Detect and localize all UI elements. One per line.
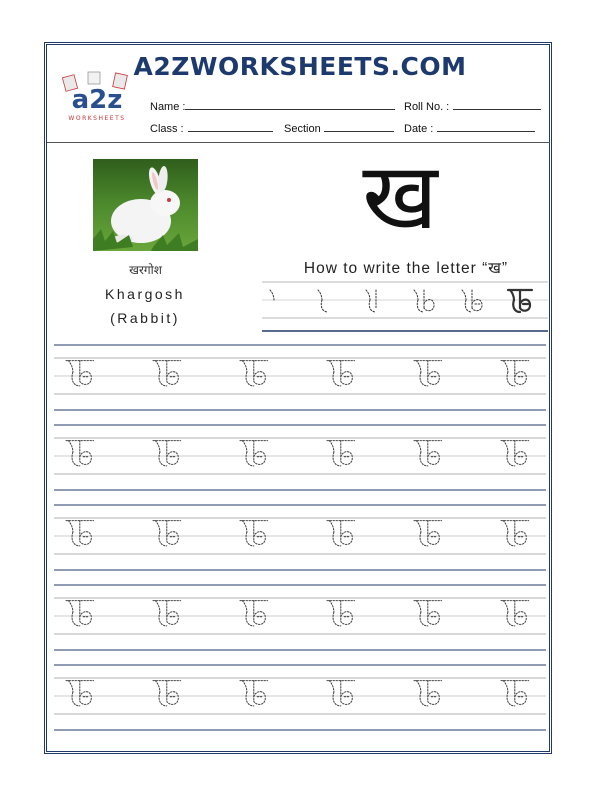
practice-row[interactable] bbox=[54, 505, 546, 570]
trace-letter[interactable] bbox=[501, 681, 529, 706]
trace-letter[interactable] bbox=[66, 441, 94, 466]
section-label: Section bbox=[284, 123, 321, 135]
stroke-step-4 bbox=[414, 290, 434, 312]
section-line[interactable] bbox=[324, 121, 394, 132]
trace-letter[interactable] bbox=[414, 601, 442, 626]
stroke-step-3 bbox=[366, 290, 376, 312]
practice-row[interactable] bbox=[54, 585, 546, 650]
english-word: Khargosh bbox=[105, 286, 185, 302]
trace-letter[interactable] bbox=[66, 521, 94, 546]
section-field bbox=[284, 121, 394, 135]
roll-line[interactable] bbox=[453, 99, 541, 110]
english-meaning: (Rabbit) bbox=[110, 310, 180, 326]
date-field bbox=[404, 121, 535, 135]
trace-letter[interactable] bbox=[153, 521, 181, 546]
practice-row[interactable] bbox=[54, 345, 546, 410]
svg-text:WORKSHEETS: WORKSHEETS bbox=[68, 115, 126, 122]
trace-letter[interactable] bbox=[501, 521, 529, 546]
roll-field bbox=[404, 99, 541, 113]
trace-letter[interactable] bbox=[153, 681, 181, 706]
trace-letter[interactable] bbox=[66, 601, 94, 626]
date-label: Date : bbox=[404, 123, 434, 135]
trace-letter[interactable] bbox=[414, 521, 442, 546]
trace-letter[interactable] bbox=[501, 441, 529, 466]
svg-text:a2z: a2z bbox=[71, 85, 123, 115]
trace-letter[interactable] bbox=[501, 601, 529, 626]
roll-label: Roll No. : bbox=[404, 101, 450, 113]
trace-letter[interactable] bbox=[327, 681, 355, 706]
trace-letter[interactable] bbox=[501, 361, 529, 386]
class-field bbox=[150, 121, 273, 135]
trace-letter[interactable] bbox=[66, 681, 94, 706]
trace-letter[interactable] bbox=[153, 601, 181, 626]
practice-row[interactable] bbox=[54, 665, 546, 730]
stroke-step-2 bbox=[318, 290, 328, 312]
trace-letter[interactable] bbox=[153, 441, 181, 466]
date-line[interactable] bbox=[437, 121, 535, 132]
trace-letter[interactable] bbox=[414, 681, 442, 706]
practice-row[interactable] bbox=[54, 425, 546, 490]
name-line[interactable] bbox=[185, 99, 395, 110]
trace-letter[interactable] bbox=[153, 361, 181, 386]
name-label: Name : bbox=[150, 101, 186, 113]
instruction-text: How to write the letter “ख” bbox=[303, 260, 509, 277]
stroke-step-6 bbox=[508, 290, 532, 312]
trace-letter[interactable] bbox=[327, 601, 355, 626]
trace-letter[interactable] bbox=[327, 361, 355, 386]
trace-letter[interactable] bbox=[327, 521, 355, 546]
stroke-step-1 bbox=[270, 290, 274, 300]
trace-letter[interactable] bbox=[66, 361, 94, 386]
class-line[interactable] bbox=[188, 121, 273, 132]
a2z-logo bbox=[58, 70, 136, 124]
trace-letter[interactable] bbox=[414, 361, 442, 386]
trace-letter[interactable] bbox=[414, 441, 442, 466]
trace-letter[interactable] bbox=[240, 441, 268, 466]
class-label: Class : bbox=[150, 123, 184, 135]
big-letter: ख bbox=[362, 143, 438, 250]
rabbit-image bbox=[93, 159, 198, 251]
stroke-order-guide bbox=[262, 278, 548, 338]
hindi-word: खरगोश bbox=[129, 263, 162, 277]
trace-letter[interactable] bbox=[240, 521, 268, 546]
site-title: A2ZWORKSHEETS.COM bbox=[133, 52, 467, 81]
stroke-step-5 bbox=[462, 290, 482, 312]
name-field bbox=[150, 99, 395, 113]
trace-letter[interactable] bbox=[240, 681, 268, 706]
tracing-practice-area[interactable] bbox=[54, 342, 546, 742]
trace-letter[interactable] bbox=[240, 361, 268, 386]
trace-letter[interactable] bbox=[327, 441, 355, 466]
trace-letter[interactable] bbox=[240, 601, 268, 626]
